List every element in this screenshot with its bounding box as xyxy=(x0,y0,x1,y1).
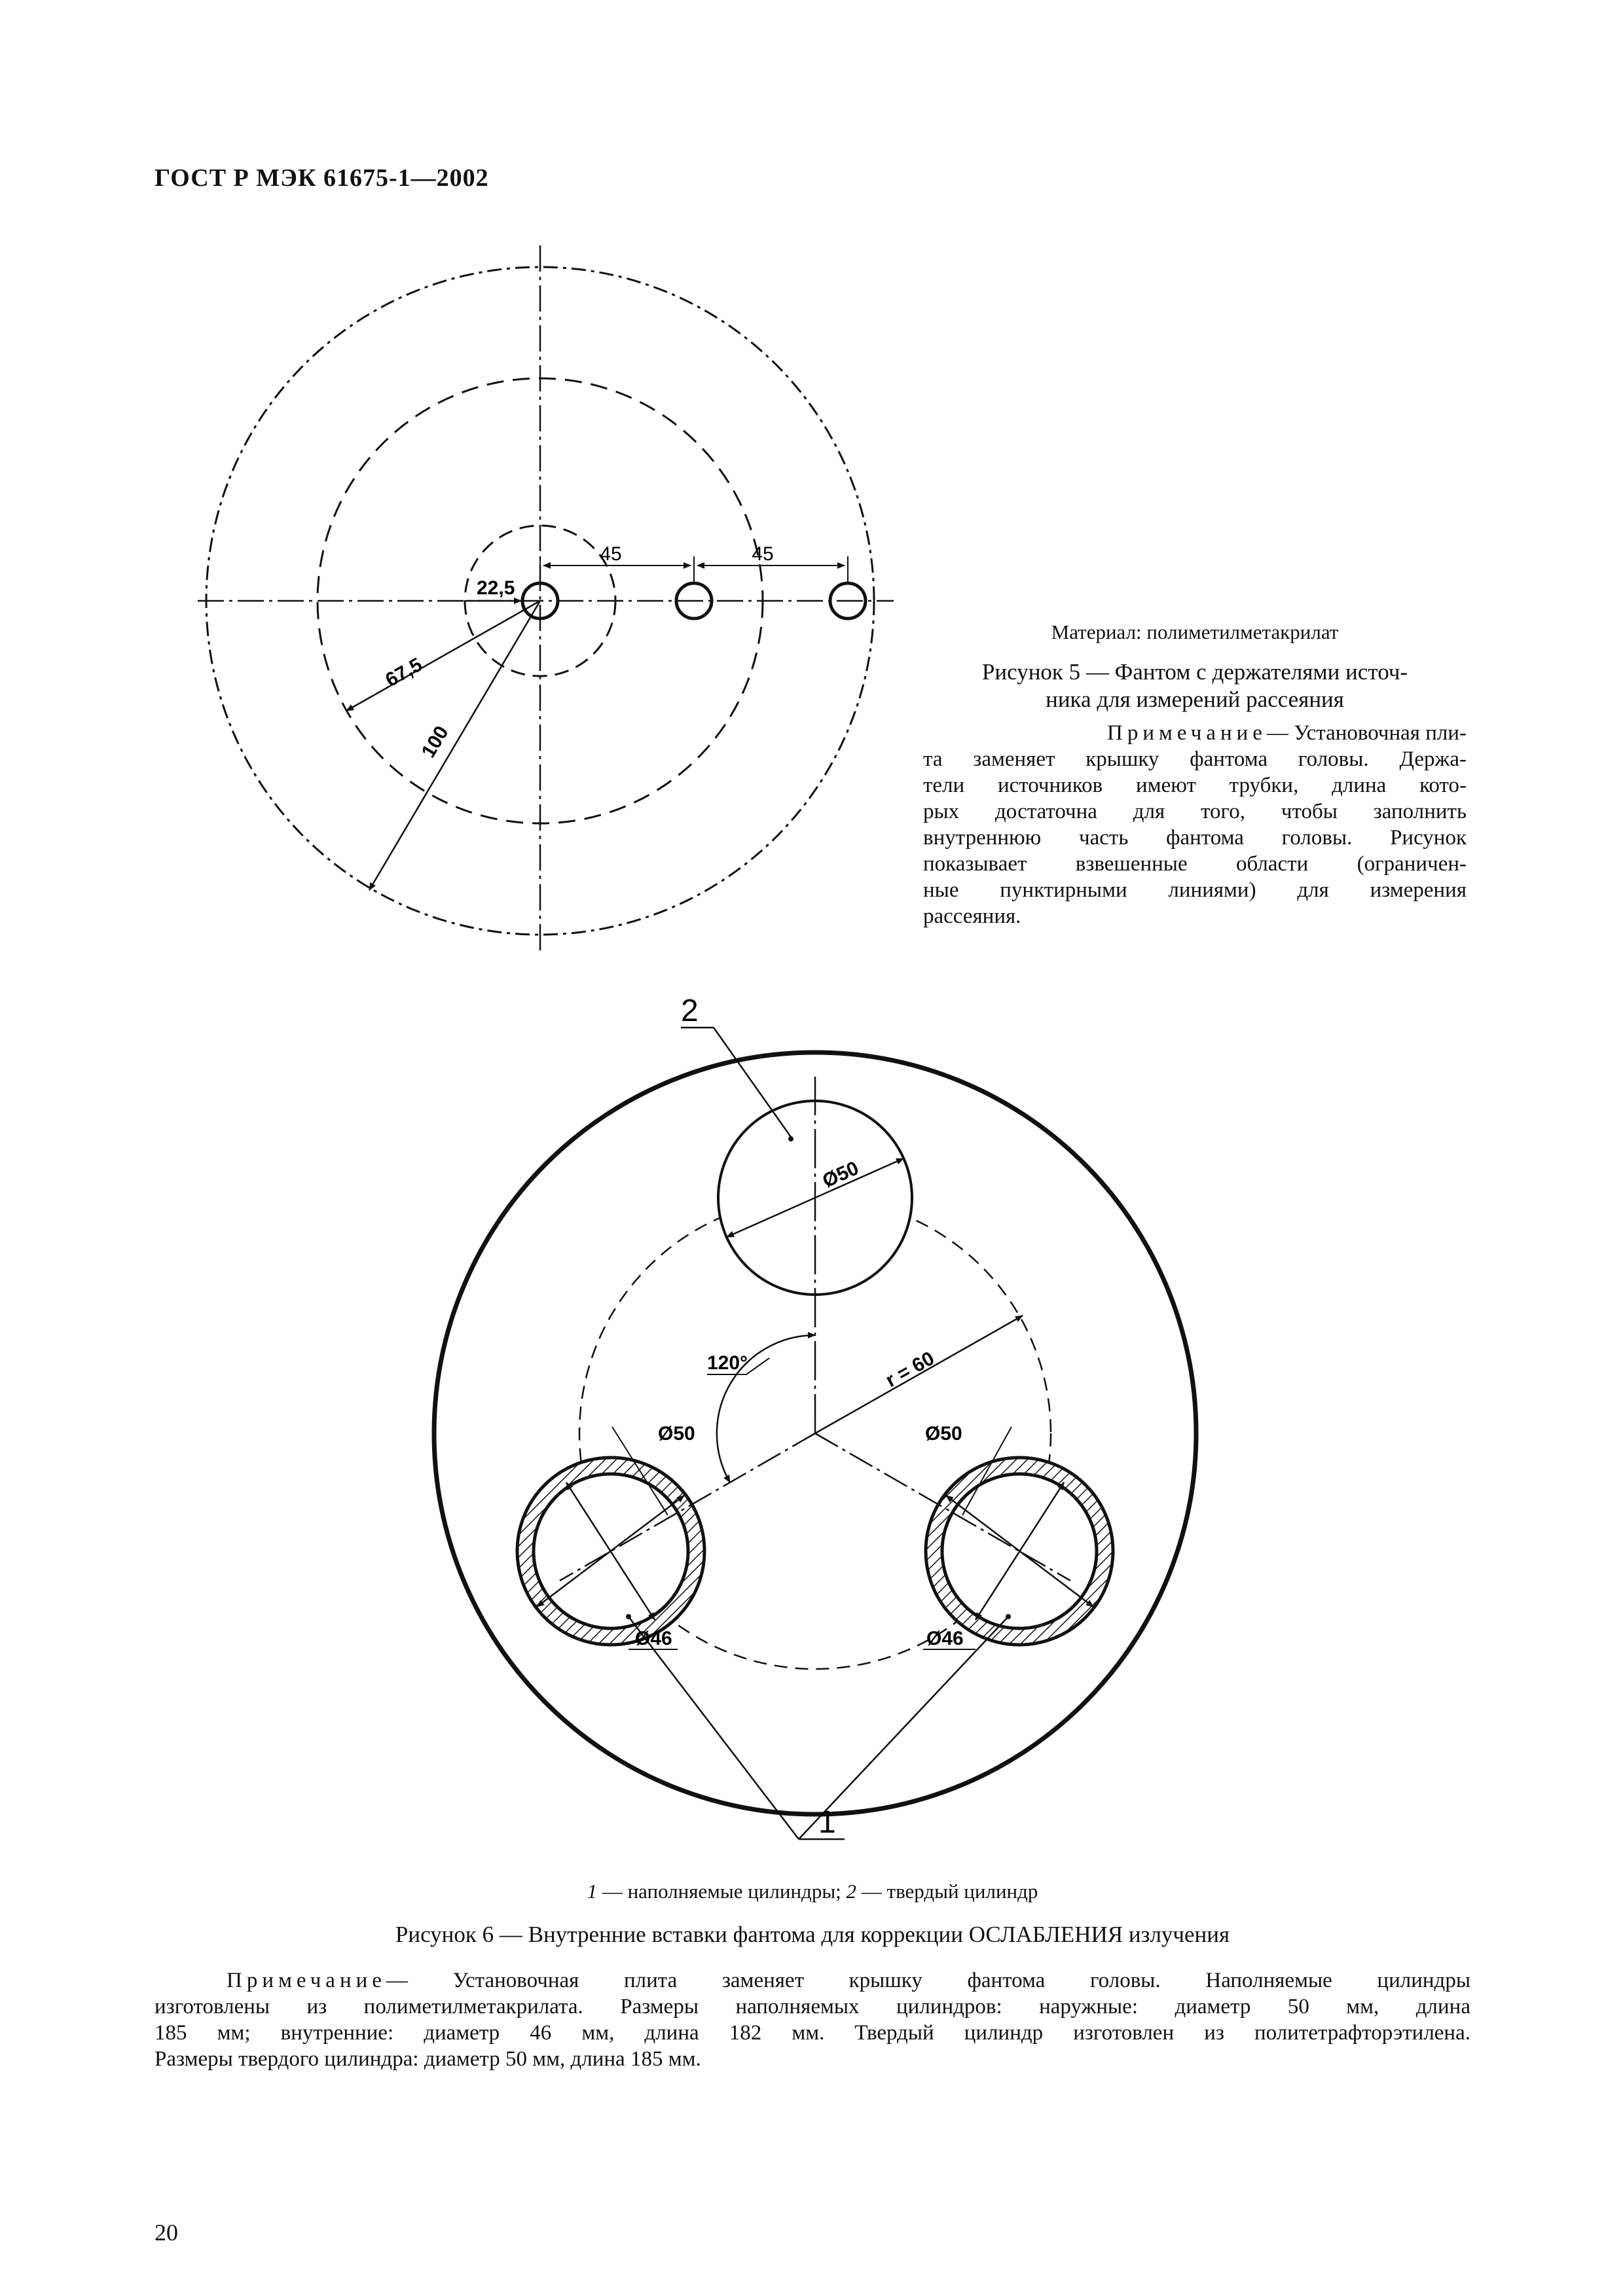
dim-label-67-5: 67,5 xyxy=(382,653,426,692)
figure-6-note-label: Примечание xyxy=(227,1969,386,1992)
dim-label-right-outer: Ø50 xyxy=(925,1423,962,1444)
figure-5-caption-line-2: ника для измерений рассеяния xyxy=(1046,687,1344,712)
leader-label-1-left xyxy=(629,1617,799,1839)
figure-5-drawing xyxy=(183,236,943,969)
figure-5-note-label: Примечание xyxy=(1107,721,1267,745)
label-1: 1 xyxy=(818,1805,836,1840)
legend-number-1: 1 xyxy=(587,1880,598,1903)
dim-label-45-b: 45 xyxy=(752,543,774,565)
legend-text-2: — твердый цилиндр xyxy=(856,1880,1038,1903)
figure-5-note-line: ные пунктирными линиями) для измерения xyxy=(923,878,1467,902)
legend-number-2: 2 xyxy=(846,1880,857,1903)
figure-6-note-line: 185 мм; внутренние: диаметр 46 мм, длина 182 мм. Твердый цилиндр изготовлен из политетрафторэтилена. xyxy=(155,2021,1470,2045)
figure-5-note-line: рассеяния. xyxy=(923,905,1021,928)
dim-label-120: 120° xyxy=(707,1352,748,1374)
figure-6-note-line: Примечание— Установочная плита заменяет крышку фантома головы. Наполняемые цилиндры xyxy=(227,1969,1470,1992)
dim-label-100: 100 xyxy=(417,722,453,762)
figure-6-drawing xyxy=(419,978,1218,1882)
figure-6-legend xyxy=(155,1878,1470,1905)
dim-label-left-outer: Ø50 xyxy=(658,1423,695,1444)
figure-5-caption xyxy=(923,658,1467,713)
page-number: 20 xyxy=(155,2219,178,2246)
figure-5-note-line: тели источников имеют трубки, длина кото- xyxy=(923,774,1467,797)
dim-label-22-5: 22,5 xyxy=(477,577,515,599)
dim-label-right-inner: Ø46 xyxy=(926,1628,964,1649)
figure-5-note-line: показывает взвешенные области (ограничен- xyxy=(923,852,1467,876)
figure-6-note-line: изготовлены из полиметилметакрилата. Размеры наполняемых цилиндров: наружные: диаметр 50 мм, длина xyxy=(155,1995,1470,2018)
dim-line-67-5 xyxy=(346,601,540,711)
document-header: ГОСТ Р МЭК 61675-1—2002 xyxy=(155,164,489,192)
figure-5-note-line: та заменяет крышку фантома головы. Держа- xyxy=(923,747,1467,771)
legend-text-1: — наполняемые цилиндры; xyxy=(597,1880,847,1903)
figure-6-caption: Рисунок 6 — Внутренние вставки фантома для коррекции ОСЛАБЛЕНИЯ излучения xyxy=(395,1922,1230,1947)
dim-label-r60: r = 60 xyxy=(882,1347,938,1392)
figure-5-caption-line-1: Рисунок 5 — Фантом с держателями источ- xyxy=(981,659,1408,685)
dim-label-45-a: 45 xyxy=(600,543,622,565)
figure-5-note-line: рых достаточна для того, чтобы заполнить xyxy=(923,800,1467,823)
figure-5-material: Материал: полиметилметакрилат xyxy=(1051,620,1339,643)
figure-6-note-line: Размеры твердого цилиндра: диаметр 50 мм, длина 185 мм. xyxy=(155,2047,701,2071)
label-2: 2 xyxy=(681,994,699,1028)
figure-5-note-line: Примечание— Установочная пли- xyxy=(1107,721,1467,745)
figure-5-note-line: внутреннюю часть фантома головы. Рисунок xyxy=(923,826,1467,850)
figure-6-note xyxy=(155,1967,1470,2072)
dim-line-100 xyxy=(369,601,540,890)
dim-label-solid-diameter: Ø50 xyxy=(819,1157,862,1193)
dim-label-left-inner: Ø46 xyxy=(635,1628,672,1649)
figure-5-note xyxy=(923,720,1467,929)
